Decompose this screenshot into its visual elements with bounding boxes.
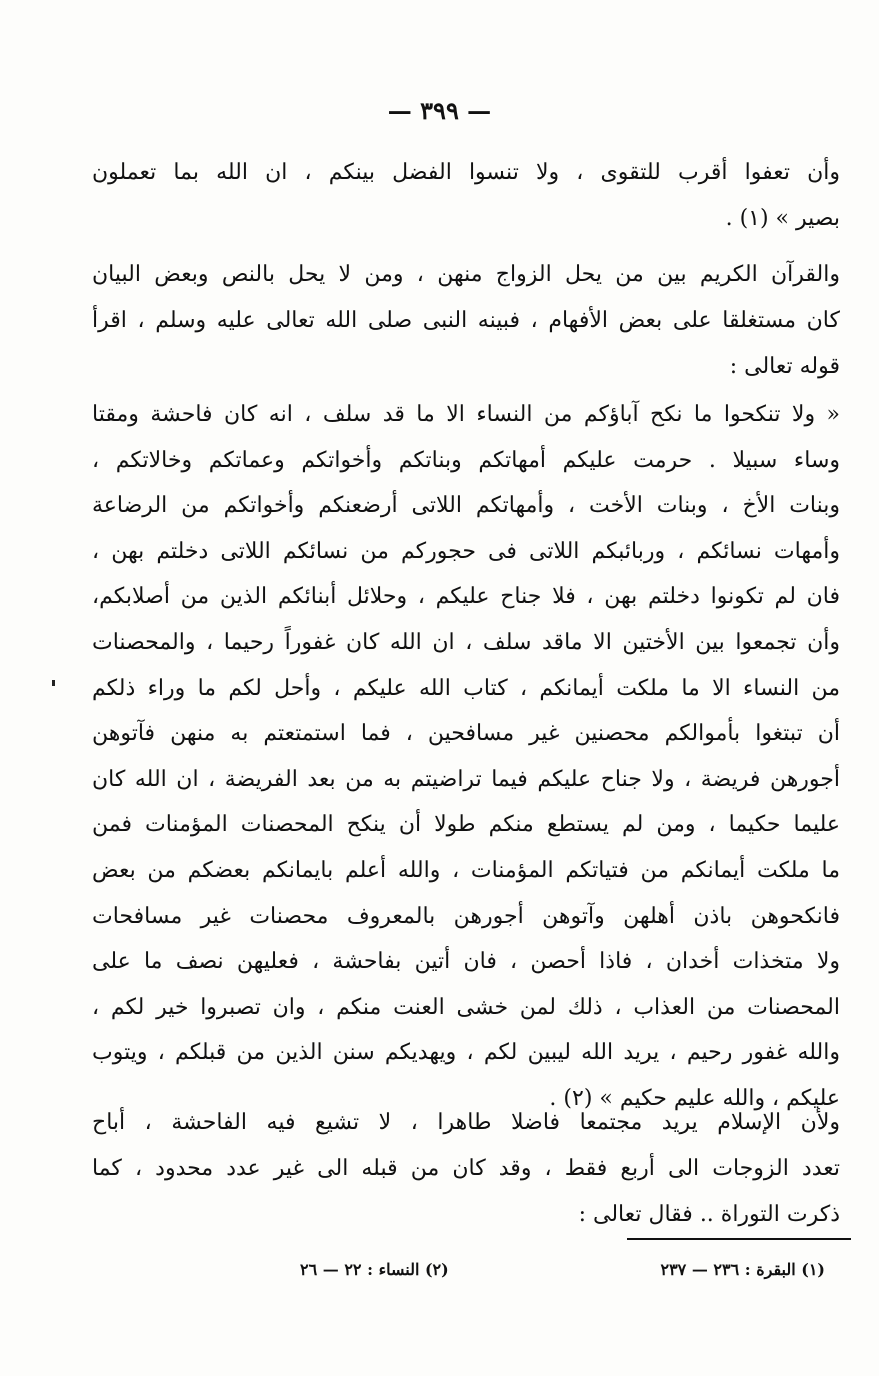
text-line: أجورهن فريضة ، ولا جناح عليكم فيما تراضيتم به من بعد الفريضة ، ان الله كان: [92, 766, 840, 792]
text-line: وساء سبيلا . حرمت عليكم أمهاتكم وبناتكم وأخواتكم وعماتكم وخالاتكم ،: [92, 447, 840, 473]
text-line: قوله تعالى :: [729, 354, 840, 379]
page-number: — ٣٩٩ —: [387, 96, 492, 125]
text-line: فانكحوهن باذن أهلهن وآتوهن أجورهن بالمعروف محصنات غير مسافحات: [92, 903, 840, 929]
text-line: ذكرت التوراة .. فقال تعالى :: [578, 1202, 840, 1227]
text-line: والقرآن الكريم بين من يحل الزواج منهن ، ومن لا يحل بالنص وبعض البيان: [92, 262, 840, 287]
text-line: وبنات الأخ ، وبنات الأخت ، وأمهاتكم اللاتى أرضعنكم وأخواتكم من الرضاعة: [92, 493, 840, 519]
text-line: ولا متخذات أخدان ، فاذا أحصن ، فان أتين بفاحشة ، فعليهن نصف ما على: [92, 949, 840, 975]
text-line: والله غفور رحيم ، يريد الله ليبين لكم ، ويهديكم سنن الذين من قبلكم ، ويتوب: [92, 1040, 840, 1066]
paragraph-2: [92, 252, 840, 390]
text-line: بصير » (١) .: [725, 206, 840, 231]
text-line: أن تبتغوا بأموالكم محصنين غير مسافحين ، فما استمتعتم به منهن فآتوهن: [92, 721, 840, 747]
text-line: فان لم تكونوا دخلتم بهن ، فلا جناح عليكم ، وحلائل أبنائكم الذين من أصلابكم،: [92, 584, 840, 610]
text-line: « ولا تنكحوا ما نكح آباؤكم من النساء الا ما قد سلف ، انه كان فاحشة ومقتا: [92, 402, 840, 427]
text-line: عليما حكيما ، ومن لم يستطع منكم طولا أن ينكح المحصنات المؤمنات فمن: [92, 812, 840, 838]
paragraph-4: [92, 1100, 840, 1238]
quran-quote-paragraph: [92, 392, 840, 1122]
text-line: تعدد الزوجات الى أربع فقط ، وقد كان من قبله الى غير عدد محدود ، كما: [92, 1156, 840, 1181]
text-line: وأن تعفوا أقرب للتقوى ، ولا تنسوا الفضل بينكم ، ان الله بما تعملون: [92, 160, 840, 185]
text-line: ولأن الإسلام يريد مجتمعا فاضلا طاهرا ، لا تشيع فيه الفاحشة ، أباح: [92, 1110, 840, 1135]
paragraph-1: [92, 150, 840, 242]
footnote-2: (٢) النساء : ٢٢ — ٢٦: [300, 1260, 449, 1279]
footnote-1: (١) البقرة : ٢٣٦ — ٢٣٧: [660, 1260, 825, 1279]
text-line: المحصنات من العذاب ، ذلك لمن خشى العنت منكم ، وان تصبروا خير لكم ،: [92, 994, 840, 1020]
text-line: كان مستغلقا على بعض الأفهام ، فبينه النبى صلى الله تعالى عليه وسلم ، اقرأ: [92, 308, 840, 333]
margin-mark: [52, 680, 55, 686]
text-line: من النساء الا ما ملكت أيمانكم ، كتاب الله عليكم ، وأحل لكم ما وراء ذلكم: [92, 675, 840, 701]
text-line: وأن تجمعوا بين الأختين الا ماقد سلف ، ان الله كان غفوراً رحيما ، والمحصنات: [92, 629, 840, 655]
text-line: ما ملكت أيمانكم من فتياتكم المؤمنات ، والله أعلم بايمانكم بعضكم من بعض: [92, 857, 840, 883]
footnote-divider: [627, 1238, 851, 1240]
text-line: وأمهات نسائكم ، وربائبكم اللاتى فى حجوركم من نسائكم اللاتى دخلتم بهن ،: [92, 538, 840, 564]
footnotes: [300, 1260, 825, 1279]
text-line: عليكم ، والله عليم حكيم » (٢) .: [549, 1085, 840, 1111]
